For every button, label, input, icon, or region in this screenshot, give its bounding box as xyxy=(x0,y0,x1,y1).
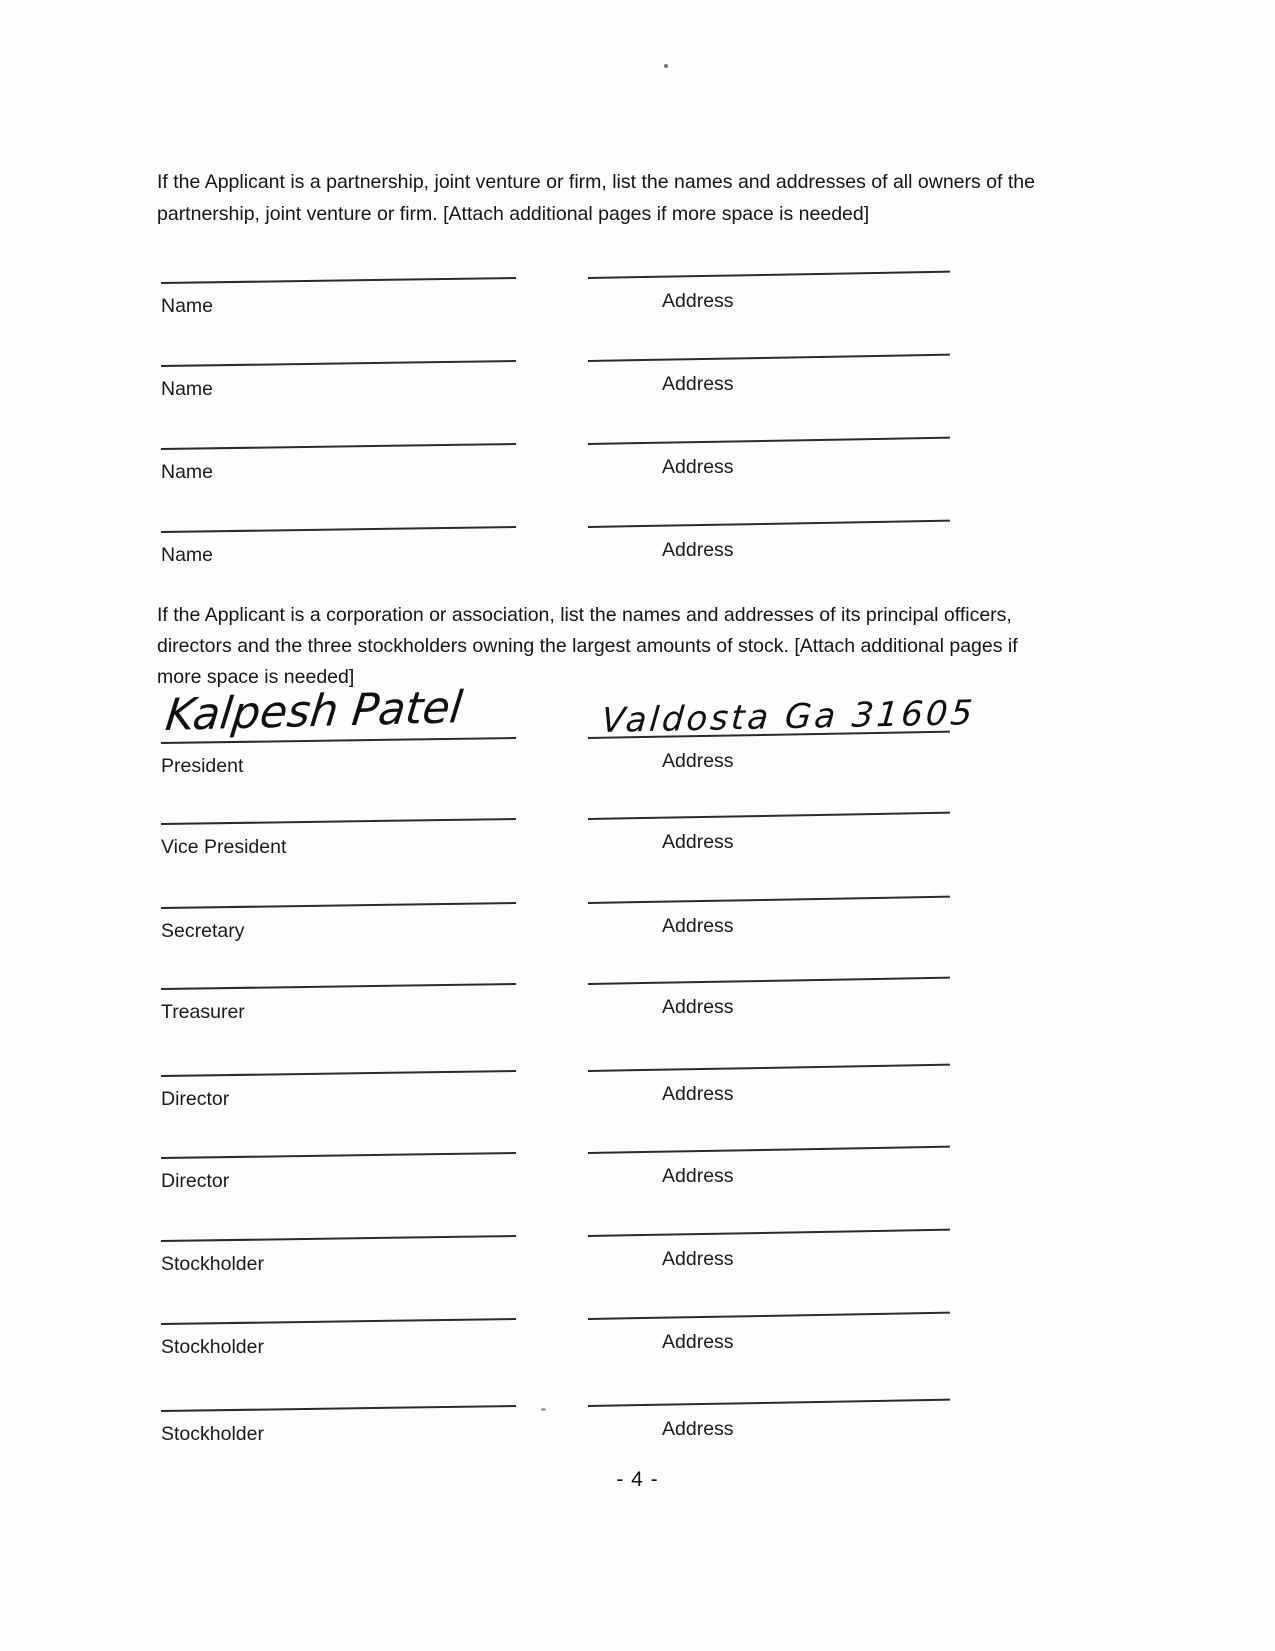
address-blank-line xyxy=(588,977,950,985)
name-blank-line xyxy=(161,983,516,990)
name-field-label: Stockholder xyxy=(161,1253,264,1275)
address-field xyxy=(588,526,950,562)
address-blank-line xyxy=(588,1064,950,1072)
name-blank-line xyxy=(161,443,516,450)
name-blank-line xyxy=(161,818,516,825)
corporation-instructions xyxy=(157,600,1117,693)
name-field-label: Director xyxy=(161,1088,230,1110)
name-field-label: Director xyxy=(161,1170,230,1192)
address-field xyxy=(588,1070,950,1106)
address-field-label: Address xyxy=(662,915,734,937)
address-blank-line xyxy=(588,812,950,820)
name-blank-line xyxy=(161,1152,516,1159)
address-field xyxy=(588,983,950,1019)
handwritten-address-value: Valdosta Ga 31605 xyxy=(600,693,977,741)
address-field xyxy=(588,902,950,938)
address-field-label: Address xyxy=(662,1331,734,1353)
address-field xyxy=(588,693,977,773)
name-blank-line xyxy=(161,1235,516,1242)
address-blank-line xyxy=(588,354,950,362)
name-blank-line xyxy=(161,1405,516,1412)
address-field-label: Address xyxy=(662,1248,734,1270)
name-field xyxy=(161,1240,516,1276)
name-blank-line xyxy=(161,1318,516,1325)
name-field xyxy=(161,907,516,943)
name-blank-line xyxy=(161,737,516,744)
address-field-label: Address xyxy=(662,1165,734,1187)
name-field xyxy=(161,1410,516,1446)
scan-artifact-dot xyxy=(664,64,668,68)
name-field xyxy=(161,1075,516,1111)
address-field xyxy=(588,1405,950,1441)
name-field-label: Vice President xyxy=(161,836,287,858)
scan-artifact-dot xyxy=(541,1408,546,1411)
name-blank-line xyxy=(161,526,516,533)
address-blank-line xyxy=(588,271,950,279)
handwritten-name-value: Kalpesh Patel xyxy=(163,682,466,741)
address-field xyxy=(588,1152,950,1188)
name-blank-line xyxy=(161,1070,516,1077)
name-field xyxy=(161,988,516,1024)
address-field xyxy=(588,818,950,854)
name-blank-line xyxy=(161,902,516,909)
address-field xyxy=(588,1235,950,1271)
name-blank-line xyxy=(161,360,516,367)
address-blank-line xyxy=(588,896,950,904)
name-field xyxy=(161,282,516,318)
name-field xyxy=(161,365,516,401)
name-field xyxy=(161,1157,516,1193)
address-field-label: Address xyxy=(662,539,734,561)
address-field-label: Address xyxy=(662,456,734,478)
address-field-label: Address xyxy=(662,373,734,395)
name-field-label: Name xyxy=(161,544,214,566)
name-field xyxy=(161,448,516,484)
address-field xyxy=(588,277,950,313)
name-field-label: Secretary xyxy=(161,920,245,942)
address-field xyxy=(588,360,950,396)
name-field xyxy=(161,823,516,859)
address-field-label: Address xyxy=(662,996,734,1018)
instruction-line: If the Applicant is a corporation or association, list the names and addresses of its principal officers, xyxy=(157,604,1012,626)
name-field-label: Stockholder xyxy=(161,1336,264,1358)
instruction-line: directors and the three stockholders owning the largest amounts of stock. [Attach additional pages if xyxy=(157,635,1018,657)
address-field-label: Address xyxy=(662,1083,734,1105)
instruction-line: If the Applicant is a partnership, joint venture or firm, list the names and addresses of all owners of the xyxy=(157,171,1035,193)
name-field-label: Name xyxy=(161,378,214,400)
name-field xyxy=(161,682,516,778)
name-field-label: Name xyxy=(161,461,214,483)
partnership-instructions xyxy=(157,166,1117,230)
address-field-label: Address xyxy=(662,1418,734,1440)
name-blank-line xyxy=(161,277,516,284)
name-field xyxy=(161,1323,516,1359)
address-field-label: Address xyxy=(662,290,734,312)
page-number: - 4 - xyxy=(616,1468,659,1491)
address-field xyxy=(588,1318,950,1354)
name-field-label: Stockholder xyxy=(161,1423,264,1445)
name-field-label: Treasurer xyxy=(161,1001,245,1023)
address-field-label: Address xyxy=(662,831,734,853)
instruction-line: more space is needed] xyxy=(157,666,355,688)
address-blank-line xyxy=(588,1399,950,1407)
address-field-label: Address xyxy=(662,750,734,772)
address-blank-line xyxy=(588,437,950,445)
name-field-label: President xyxy=(161,755,244,777)
instruction-line: partnership, joint venture or firm. [Attach additional pages if more space is needed] xyxy=(157,203,870,225)
address-blank-line xyxy=(588,520,950,528)
address-blank-line xyxy=(588,1229,950,1237)
name-field-label: Name xyxy=(161,295,214,317)
address-blank-line xyxy=(588,1146,950,1154)
address-blank-line xyxy=(588,731,950,739)
name-field xyxy=(161,531,516,567)
address-blank-line xyxy=(588,1312,950,1320)
address-field xyxy=(588,443,950,479)
